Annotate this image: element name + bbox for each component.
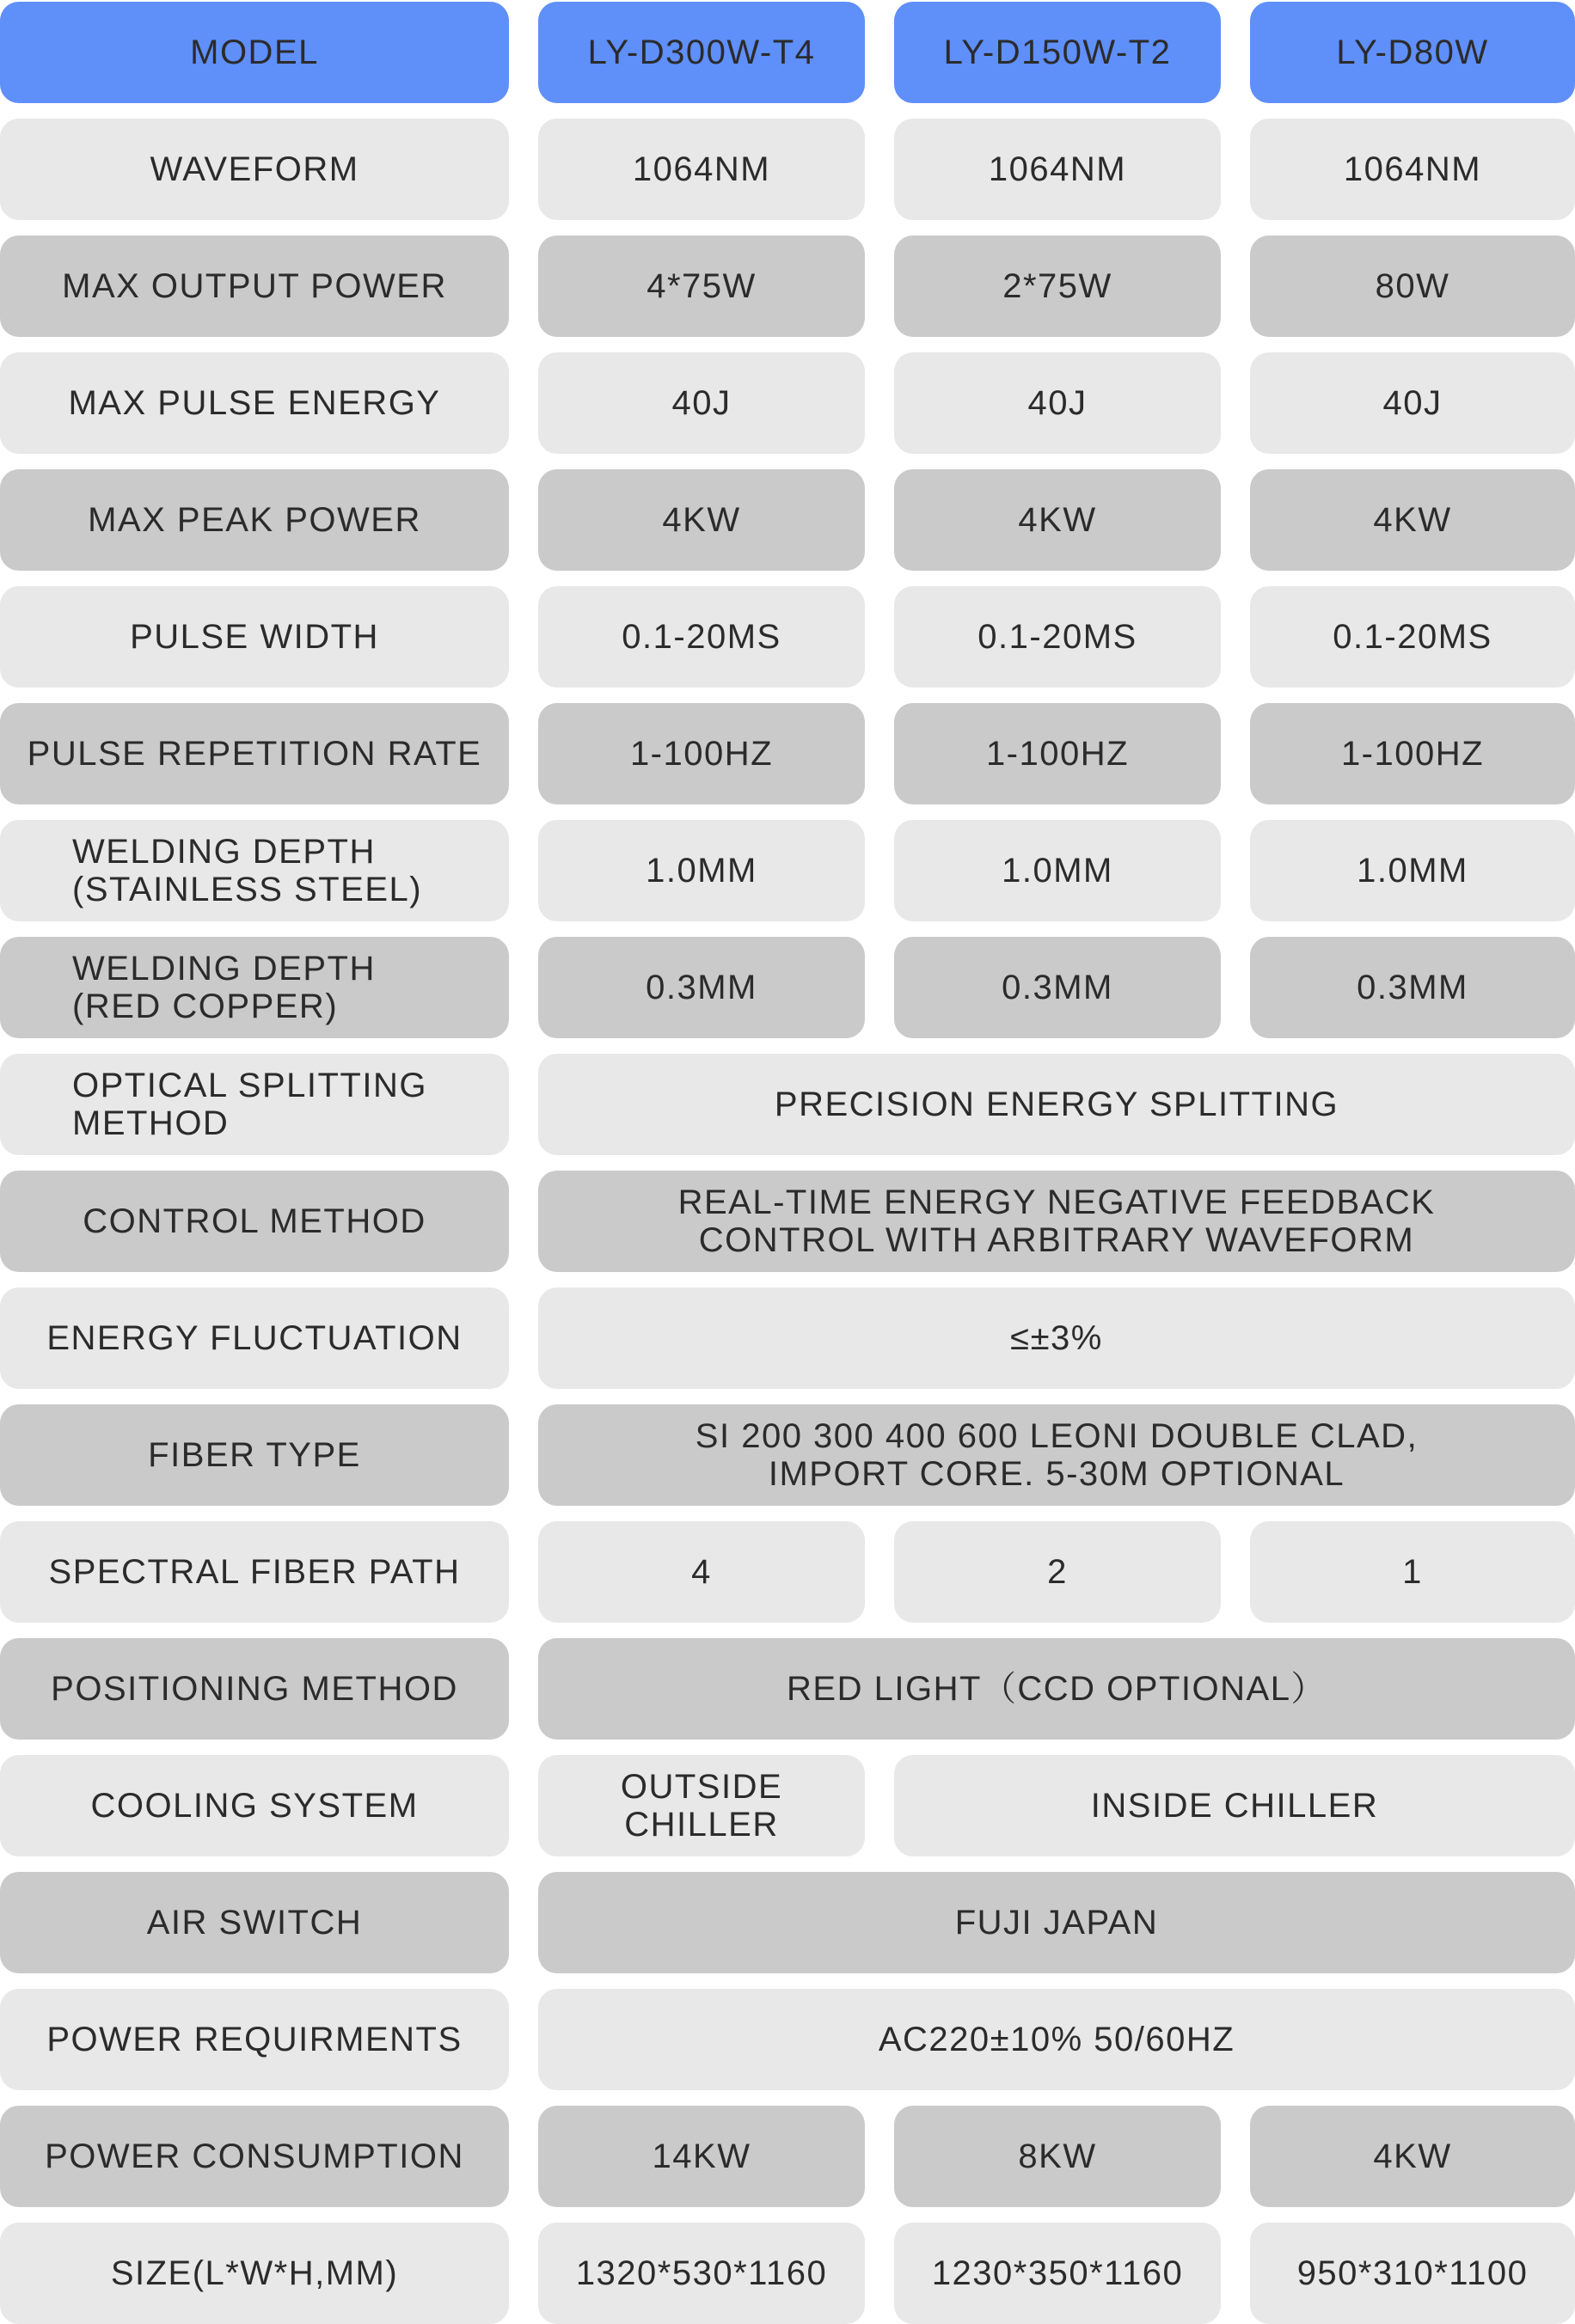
model-header-cell-text: LY-D150W-T2 (943, 34, 1172, 71)
spec-value-cell (1250, 2106, 1575, 2207)
spec-value-cell-text: 0.3MM (1002, 969, 1113, 1006)
spec-value-cell-text: 4KW (1373, 501, 1452, 539)
spec-value-cell (1250, 1521, 1575, 1623)
spec-value-cell-text: 1-100HZ (629, 735, 774, 773)
spec-value-cell (894, 235, 1221, 337)
spec-value-merged-cell (538, 1872, 1575, 1973)
spec-value-cell-text: 80W (1375, 267, 1450, 305)
spec-label-cell-text: POWER CONSUMPTION (45, 2137, 464, 2175)
spec-label-cell-text: MAX PULSE ENERGY (68, 384, 441, 422)
spec-label-cell (0, 1171, 509, 1272)
spec-value-cell (1250, 586, 1575, 688)
spec-value-merged-cell (538, 1287, 1575, 1389)
spec-label-cell-text: MAX PEAK POWER (88, 501, 421, 539)
spec-value-cell (538, 2106, 865, 2207)
spec-value-cell (894, 469, 1221, 571)
spec-value-cell (1250, 352, 1575, 454)
spec-value-cell (538, 352, 865, 454)
spec-label-cell (0, 2223, 509, 2324)
spec-label-cell-text: CONTROL METHOD (83, 1202, 426, 1240)
spec-label-cell-text: PULSE REPETITION RATE (27, 735, 482, 773)
spec-value-cell-text: 1320*530*1160 (575, 2254, 828, 2292)
spec-value-cell (538, 235, 865, 337)
spec-label-cell (0, 1989, 509, 2090)
spec-value-merged-cell-text: RED LIGHT（CCD OPTIONAL） (787, 1670, 1327, 1708)
spec-value-cell-text: 40J (1027, 384, 1088, 422)
spec-value-merged-cell (538, 1171, 1575, 1272)
spec-value-merged-cell (538, 1638, 1575, 1740)
spec-value-cell (538, 2223, 865, 2324)
spec-value-cell (538, 1521, 865, 1623)
spec-value-cell-text: 950*310*1100 (1296, 2254, 1529, 2292)
spec-label-cell-text: WELDING DEPTH (RED COPPER) (72, 950, 376, 1025)
spec-value-cell-text: 4KW (1373, 2137, 1452, 2175)
spec-label-cell-text: OPTICAL SPLITTING METHOD (72, 1067, 427, 1142)
spec-label-cell (0, 703, 509, 804)
spec-label-cell (0, 1755, 509, 1856)
model-header-cell (1250, 2, 1575, 103)
spec-value-cell (1250, 469, 1575, 571)
spec-value-cell (894, 937, 1221, 1038)
spec-value-merged-cell-text: REAL-TIME ENERGY NEGATIVE FEEDBACK CONTROL WITH ARBITRARY WAVEFORM (677, 1183, 1436, 1259)
spec-value-cell-text: 0.1-20MS (622, 618, 781, 656)
spec-label-cell-text: POWER REQUIRMENTS (46, 2021, 463, 2058)
spec-value-cell-text: 8KW (1018, 2137, 1097, 2175)
spec-label-cell-text: WELDING DEPTH (STAINLESS STEEL) (72, 833, 423, 908)
spec-label-cell-text: ENERGY FLUCTUATION (46, 1319, 463, 1357)
spec-value-cell-text: 1064NM (988, 150, 1127, 188)
spec-label-cell-text: WAVEFORM (150, 150, 359, 188)
spec-value-cell (1250, 820, 1575, 921)
header-label-cell (0, 2, 509, 103)
spec-value-cell (1250, 2223, 1575, 2324)
spec-value-cell (894, 2223, 1221, 2324)
spec-value-cell-text: 1.0MM (1357, 852, 1468, 890)
spec-value-cell-text: 1-100HZ (985, 735, 1130, 773)
spec-value-merged-cell-text: AC220±10% 50/60HZ (878, 2021, 1235, 2058)
spec-value-cell (894, 2106, 1221, 2207)
spec-value-cell (1250, 235, 1575, 337)
spec-label-cell-text: POSITIONING METHOD (51, 1670, 458, 1708)
spec-value-cell-text: 2 (1047, 1553, 1068, 1591)
spec-value-cell-text: 0.3MM (1357, 969, 1468, 1006)
spec-value-cell-text: 4KW (1018, 501, 1097, 539)
spec-value-merged-cell (538, 1404, 1575, 1506)
spec-value-cell-text: 40J (1382, 384, 1443, 422)
spec-value-cell-text: 1230*350*1160 (931, 2254, 1184, 2292)
spec-value-merged-cell (538, 1989, 1575, 2090)
spec-value-merged-cell-text: SI 200 300 400 600 LEONI DOUBLE CLAD, IMPORT CORE. 5-30M OPTIONAL (695, 1417, 1419, 1493)
spec-label-cell (0, 1287, 509, 1389)
spec-value-cell (538, 119, 865, 220)
model-header-cell-text: LY-D300W-T4 (587, 34, 816, 71)
spec-value-cell (538, 1755, 865, 1856)
spec-label-cell-text: FIBER TYPE (148, 1436, 361, 1474)
spec-value-cell (1250, 703, 1575, 804)
spec-label-cell-text: PULSE WIDTH (130, 618, 379, 656)
spec-value-cell-text: 1064NM (1343, 150, 1482, 188)
spec-label-cell-text: MAX OUTPUT POWER (62, 267, 447, 305)
spec-value-cell-text: 1 (1402, 1553, 1423, 1591)
spec-value-cell-text: 2*75W (1002, 267, 1112, 305)
spec-value-cell (1250, 937, 1575, 1038)
spec-value-cell (538, 820, 865, 921)
spec-label-cell-text: COOLING SYSTEM (90, 1787, 419, 1825)
spec-label-cell-text: SIZE(L*W*H,MM) (110, 2254, 399, 2292)
spec-value-cell-text: 14KW (652, 2137, 751, 2175)
spec-value-cell (894, 1521, 1221, 1623)
spec-value-cell (1250, 119, 1575, 220)
spec-label-cell-text: SPECTRAL FIBER PATH (48, 1553, 461, 1591)
spec-value-merged-cell-text: FUJI JAPAN (954, 1904, 1159, 1942)
spec-value-cell (538, 469, 865, 571)
spec-label-cell (0, 586, 509, 688)
spec-value-cell-text: 4*75W (647, 267, 757, 305)
spec-value-cell-text: 1064NM (632, 150, 771, 188)
spec-label-cell-text: AIR SWITCH (146, 1904, 363, 1942)
spec-label-cell (0, 469, 509, 571)
spec-label-cell (0, 235, 509, 337)
header-label-cell-text: MODEL (190, 34, 319, 71)
spec-value-merged-cell (538, 1054, 1575, 1155)
spec-value-cell-text: OUTSIDE CHILLER (620, 1768, 783, 1844)
spec-label-cell (0, 119, 509, 220)
spec-label-cell (0, 820, 509, 921)
spec-value-cell-text: 0.1-20MS (977, 618, 1137, 656)
spec-value-cell-text: 0.3MM (646, 969, 757, 1006)
spec-value-cell-text: 1.0MM (1002, 852, 1113, 890)
model-header-cell (538, 2, 865, 103)
spec-value-cell (894, 119, 1221, 220)
model-header-cell-text: LY-D80W (1336, 34, 1489, 71)
spec-value-cell-text: 1-100HZ (1340, 735, 1485, 773)
model-header-cell (894, 2, 1221, 103)
spec-label-cell (0, 352, 509, 454)
spec-value-cell-text: 0.1-20MS (1333, 618, 1492, 656)
spec-label-cell (0, 1872, 509, 1973)
spec-value-cell-text: 4KW (662, 501, 741, 539)
spec-value-merged-cell-text: PRECISION ENERGY SPLITTING (774, 1086, 1339, 1123)
spec-value-merged-cell-text: ≤±3% (1010, 1319, 1103, 1357)
spec-value-cell-text: 4 (691, 1553, 712, 1591)
spec-label-cell (0, 1404, 509, 1506)
spec-value-merged-cell (894, 1755, 1575, 1856)
spec-value-cell-text: 1.0MM (646, 852, 757, 890)
spec-value-merged-cell-text: INSIDE CHILLER (1090, 1787, 1379, 1825)
spec-label-cell (0, 2106, 509, 2207)
spec-value-cell (538, 937, 865, 1038)
spec-value-cell-text: 40J (671, 384, 732, 422)
spec-value-cell (538, 703, 865, 804)
spec-value-cell (538, 586, 865, 688)
spec-label-cell (0, 1521, 509, 1623)
spec-value-cell (894, 352, 1221, 454)
spec-value-cell (894, 586, 1221, 688)
spec-value-cell (894, 820, 1221, 921)
spec-label-cell (0, 1054, 509, 1155)
spec-label-cell (0, 937, 509, 1038)
spec-label-cell (0, 1638, 509, 1740)
spec-value-cell (894, 703, 1221, 804)
